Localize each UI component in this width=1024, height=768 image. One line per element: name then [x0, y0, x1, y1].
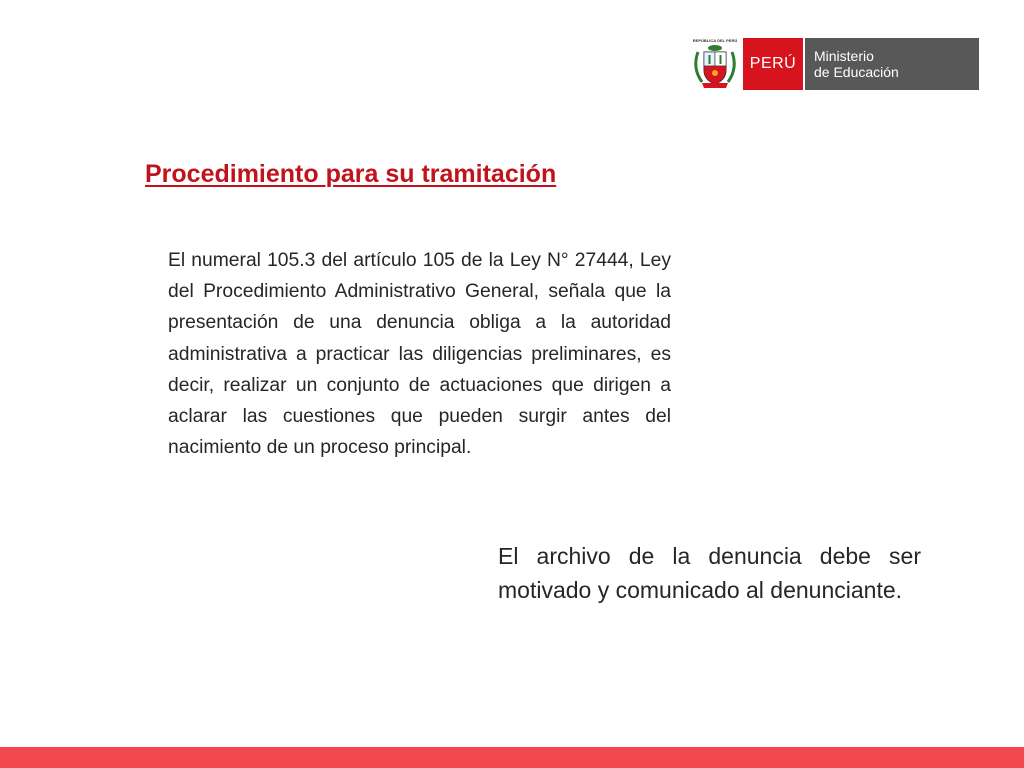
ministry-line-2: de Educación — [814, 64, 899, 80]
body-paragraph-1: El numeral 105.3 del artículo 105 de la Ley N° 27444, Ley del Procedimiento Administrativo General, señala que la presentación de una denuncia obliga a la autoridad administrativa a practicar las diligencias preliminares, es decir, realizar un conjunto de actuaciones que dirigen a aclarar las cuestiones que pueden surgir antes del nacimiento de un proceso principal. — [168, 250, 671, 459]
body-paragraph-2: El archivo de la denuncia debe ser motivado y comunicado al denunciante. — [498, 543, 921, 603]
coat-motto: REPÚBLICA DEL PERÚ — [692, 38, 738, 43]
ministry-line-1: Ministerio — [814, 48, 874, 64]
ministry-label — [805, 38, 979, 90]
footer-bar — [0, 747, 1024, 768]
ministry-logo — [690, 38, 979, 90]
peru-label: PERÚ — [743, 38, 803, 90]
slide-title: Procedimiento para su tramitación — [145, 160, 557, 188]
coat-of-arms-icon — [690, 38, 740, 90]
